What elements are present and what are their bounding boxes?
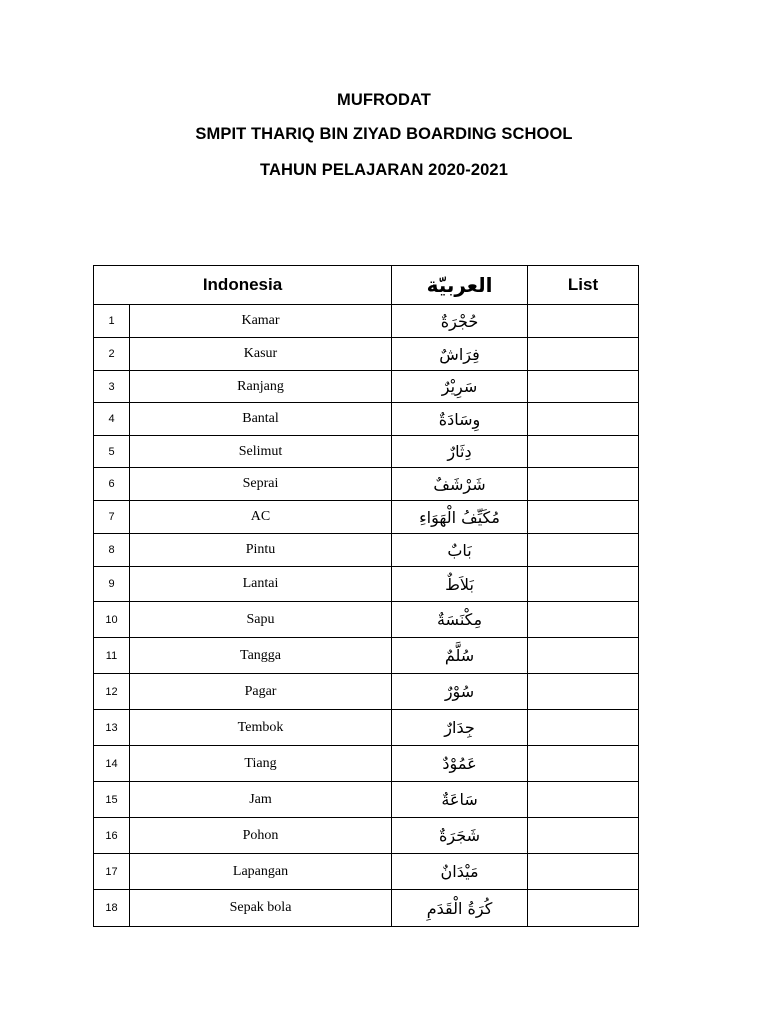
vocabulary-table xyxy=(93,265,639,927)
arabic-word: حُجْرَةٌ xyxy=(392,305,528,338)
arabic-word: مِكْنَسَةٌ xyxy=(392,602,528,638)
indonesian-word: Kamar xyxy=(130,305,392,338)
indonesian-word: Lantai xyxy=(130,567,392,602)
column-header-indonesia: Indonesia xyxy=(94,266,392,305)
arabic-word: دِثَارٌ xyxy=(392,436,528,468)
row-number: 14 xyxy=(94,746,130,782)
list-cell[interactable] xyxy=(528,468,639,501)
list-cell[interactable] xyxy=(528,602,639,638)
arabic-word: وِسَادَةٌ xyxy=(392,403,528,436)
table-row xyxy=(94,436,639,468)
indonesian-word: Tiang xyxy=(130,746,392,782)
arabic-word: بَابٌ xyxy=(392,534,528,567)
table-row xyxy=(94,534,639,567)
arabic-word: كُرَةُ الْقَدَمِ xyxy=(392,890,528,927)
row-number: 11 xyxy=(94,638,130,674)
row-number: 3 xyxy=(94,371,130,403)
indonesian-word: Sepak bola xyxy=(130,890,392,927)
row-number: 7 xyxy=(94,501,130,534)
indonesian-word: Seprai xyxy=(130,468,392,501)
indonesian-word: Tembok xyxy=(130,710,392,746)
list-cell[interactable] xyxy=(528,501,639,534)
table-row xyxy=(94,371,639,403)
table-row xyxy=(94,468,639,501)
list-cell[interactable] xyxy=(528,371,639,403)
table-row xyxy=(94,746,639,782)
list-cell[interactable] xyxy=(528,338,639,371)
row-number: 8 xyxy=(94,534,130,567)
list-cell[interactable] xyxy=(528,854,639,890)
arabic-word: شَرْشَفٌ xyxy=(392,468,528,501)
list-cell[interactable] xyxy=(528,567,639,602)
table-row xyxy=(94,818,639,854)
row-number: 5 xyxy=(94,436,130,468)
row-number: 10 xyxy=(94,602,130,638)
row-number: 13 xyxy=(94,710,130,746)
indonesian-word: Bantal xyxy=(130,403,392,436)
indonesian-word: Ranjang xyxy=(130,371,392,403)
list-cell[interactable] xyxy=(528,818,639,854)
list-cell[interactable] xyxy=(528,746,639,782)
arabic-word: بَلاَطٌ xyxy=(392,567,528,602)
column-header-list: List xyxy=(528,266,639,305)
arabic-word: مَيْدَانٌ xyxy=(392,854,528,890)
table-row xyxy=(94,403,639,436)
table-row xyxy=(94,782,639,818)
list-cell[interactable] xyxy=(528,674,639,710)
row-number: 4 xyxy=(94,403,130,436)
list-cell[interactable] xyxy=(528,534,639,567)
row-number: 2 xyxy=(94,338,130,371)
arabic-word: عَمُوْدٌ xyxy=(392,746,528,782)
table-row xyxy=(94,890,639,927)
indonesian-word: Pintu xyxy=(130,534,392,567)
school-name: SMPIT THARIQ BIN ZIYAD BOARDING SCHOOL xyxy=(195,125,573,143)
document-title: MUFRODAT xyxy=(337,91,431,109)
table-body xyxy=(94,305,639,927)
indonesian-word: Sapu xyxy=(130,602,392,638)
row-number: 9 xyxy=(94,567,130,602)
indonesian-word: Pagar xyxy=(130,674,392,710)
table-header-row xyxy=(94,266,639,305)
list-cell[interactable] xyxy=(528,890,639,927)
list-cell[interactable] xyxy=(528,782,639,818)
indonesian-word: Lapangan xyxy=(130,854,392,890)
table-row xyxy=(94,710,639,746)
table-row xyxy=(94,854,639,890)
table-row xyxy=(94,638,639,674)
list-cell[interactable] xyxy=(528,436,639,468)
row-number: 15 xyxy=(94,782,130,818)
list-cell[interactable] xyxy=(528,638,639,674)
row-number: 18 xyxy=(94,890,130,927)
row-number: 12 xyxy=(94,674,130,710)
row-number: 16 xyxy=(94,818,130,854)
list-cell[interactable] xyxy=(528,710,639,746)
arabic-word: مُكَيِّفُ الْهَوَاءِ xyxy=(392,501,528,534)
row-number: 6 xyxy=(94,468,130,501)
indonesian-word: Selimut xyxy=(130,436,392,468)
table-row xyxy=(94,501,639,534)
table-row xyxy=(94,602,639,638)
indonesian-word: AC xyxy=(130,501,392,534)
row-number: 1 xyxy=(94,305,130,338)
indonesian-word: Pohon xyxy=(130,818,392,854)
list-cell[interactable] xyxy=(528,305,639,338)
indonesian-word: Tangga xyxy=(130,638,392,674)
table-row xyxy=(94,567,639,602)
table-row xyxy=(94,338,639,371)
arabic-word: جِدَارٌ xyxy=(392,710,528,746)
arabic-word: فِرَاشٌ xyxy=(392,338,528,371)
list-cell[interactable] xyxy=(528,403,639,436)
table-row xyxy=(94,305,639,338)
indonesian-word: Jam xyxy=(130,782,392,818)
table-row xyxy=(94,674,639,710)
column-header-arabic: العربيّة xyxy=(392,266,528,305)
indonesian-word: Kasur xyxy=(130,338,392,371)
arabic-word: سُلَّمٌ xyxy=(392,638,528,674)
arabic-word: شَجَرَةٌ xyxy=(392,818,528,854)
row-number: 17 xyxy=(94,854,130,890)
arabic-word: سَاعَةٌ xyxy=(392,782,528,818)
arabic-word: سَرِيْرٌ xyxy=(392,371,528,403)
academic-year: TAHUN PELAJARAN 2020-2021 xyxy=(260,161,508,179)
arabic-word: سُوْرٌ xyxy=(392,674,528,710)
